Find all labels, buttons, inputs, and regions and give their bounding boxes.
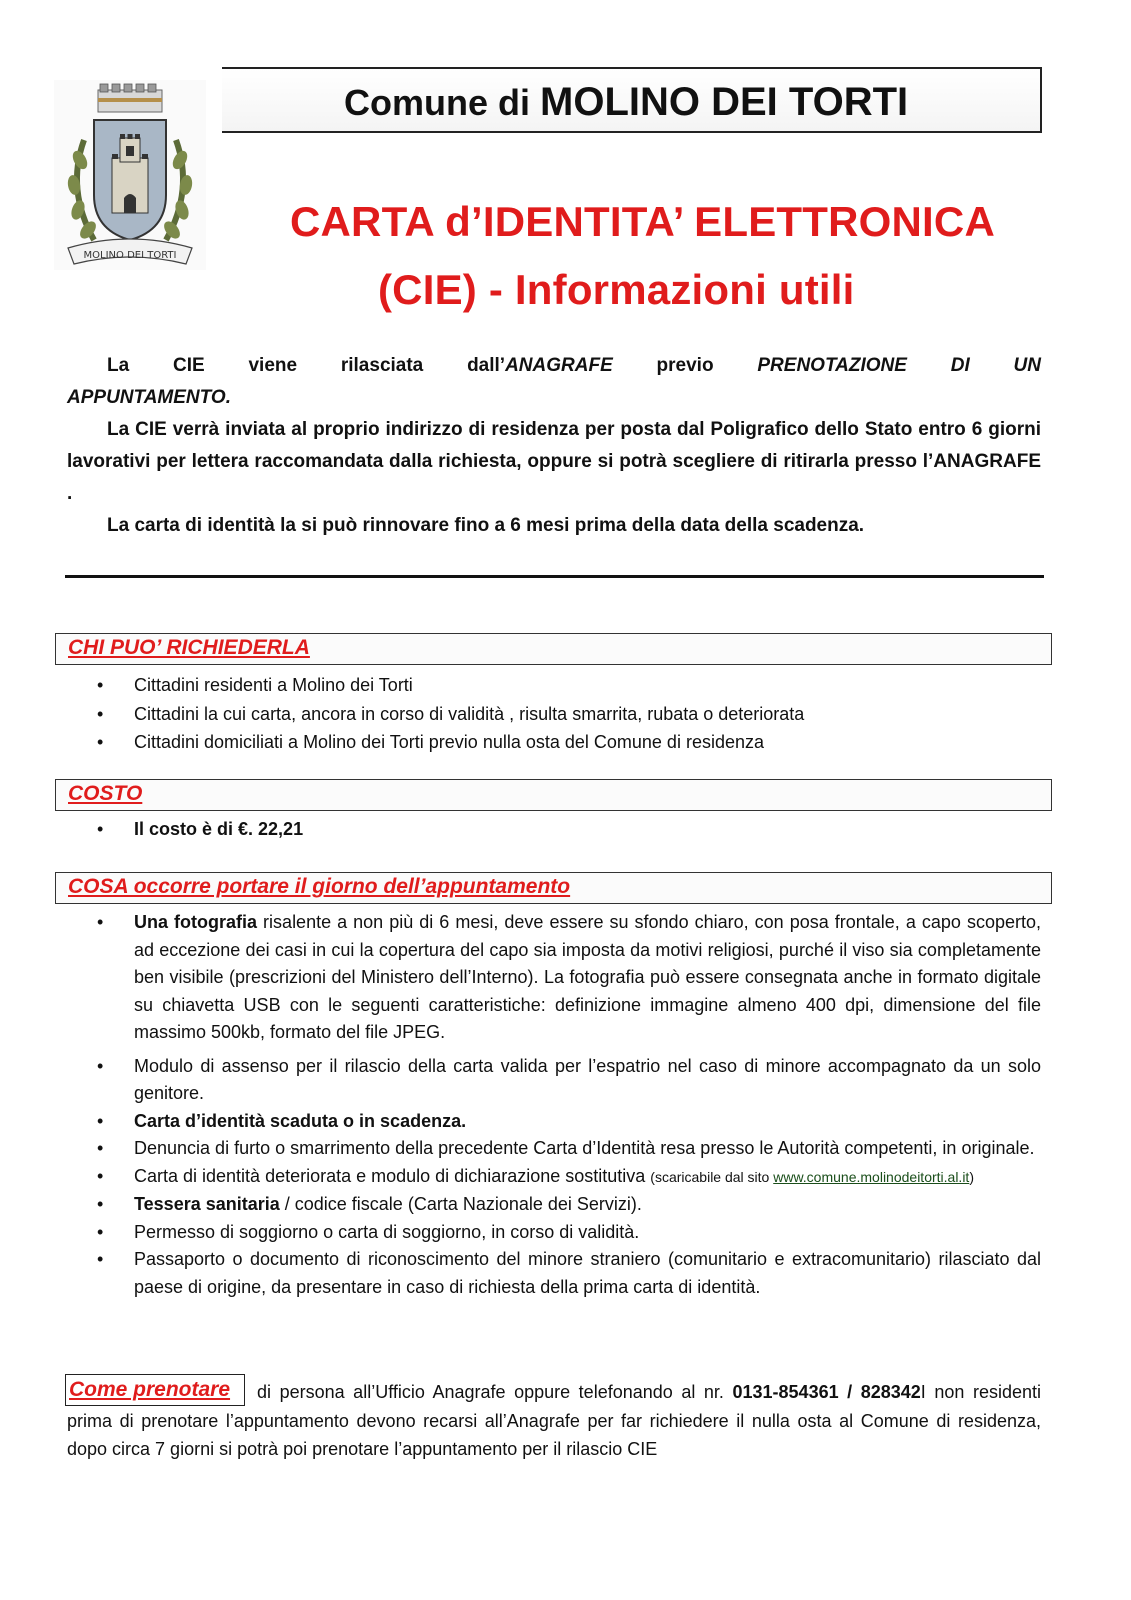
document-title-line2: (CIE) - Informazioni utili [378,266,855,313]
section-title-who: CHI PUO’ RICHIEDERLA [68,636,310,659]
document-title-line1: CARTA d’IDENTITA’ ELETTRONICA [290,198,995,245]
list-item-passport: • Passaporto o documento di riconoscimento del minore straniero (comunitario e extracomunitario) rilasciato dal paese di origine, da presentare in caso di richiesta della prima carta di identità. [67,1246,1041,1301]
who-list [67,671,1041,757]
list-item-health-card: • Tessera sanitaria / codice fiscale (Carta Nazionale dei Servizi). [67,1191,1041,1219]
header-town: MOLINO DEI TORTI [540,80,909,124]
section-header-documents [55,872,1052,904]
list-item-photo: • Una fotografia risalente a non più di 6 mesi, deve essere su sfondo chiaro, con posa frontale, a capo scoperto, ad eccezione dei casi in cui la copertura del capo sia imposta da motivi religiosi, purché il viso sia completamente ben visibile (prescrizioni del Ministero dell’Interno). La fotografia può essere consegnata anche in formato digitale su chiavetta USB con le seguenti caratteristiche: definizione immagine almeno 400 dpi, dimensione del file massimo 500kb, formato del file JPEG. [67,909,1041,1047]
section-divider [65,575,1044,578]
header-prefix: Comune di [344,82,530,123]
list-item: • Il costo è di €. 22,21 [67,816,1041,844]
section-title-cost: COSTO [68,782,143,805]
list-item-permit: • Permesso di soggiorno o carta di soggiorno, in corso di validità. [67,1219,1041,1247]
list-item-consent: • Modulo di assenso per il rilascio della carta valida per l’espatrio nel caso di minore accompagnato da un solo genitore. [67,1053,1041,1108]
list-item: • Cittadini domiciliati a Molino dei Torti previo nulla osta del Comune di residenza [67,728,1041,757]
list-item-damaged: • Carta di identità deteriorata e modulo di dichiarazione sostitutiva (scaricabile dal sito www.comune.molinodeitorti.al.it) [67,1163,1041,1192]
site-link[interactable]: www.comune.molinodeitorti.al.it [773,1168,970,1185]
list-item: • Cittadini residenti a Molino dei Torti [67,671,1041,700]
list-item-expired: • Carta d’identità scaduta o in scadenza. [67,1108,1041,1136]
section-title-documents: COSA occorre portare il giorno dell’appuntamento [68,875,571,898]
documents-list [67,909,1041,1301]
crest-icon [54,80,206,270]
section-header-who [55,633,1052,665]
intro-paragraph-1: La CIE viene rilasciata dall’ANAGRAFE previo PRENOTAZIONE DI UN APPUNTAMENTO. [67,355,1041,408]
booking-paragraph: di persona all’Ufficio Anagrafe oppure telefonando al nr. 0131-854361 / 828342I non residenti prima di prenotare l’appuntamento devono recarsi all’Anagrafe per far richiedere il nulla osta al Comune di residenza, dopo circa 7 giorni si potrà poi prenotare l’appuntamento per il rilascio CIE [67,1382,1041,1459]
crest-banner-text: MOLINO DEI TORTI [83,250,177,261]
booking-label: Come prenotare [65,1374,245,1406]
list-item: • Cittadini la cui carta, ancora in corso di validità , risulta smarrita, rubata o deteriorata [67,700,1041,729]
header-title [222,67,1042,133]
intro-paragraph-2: La CIE verrà inviata al proprio indirizzo di residenza per posta dal Poligrafico dello Stato entro 6 giorni lavorativi per lettera raccomandata dalla richiesta, oppure si potrà scegliere di ritirarla presso l’ANAGRAFE . [67,419,1041,504]
municipal-crest [54,80,206,270]
cost-list [67,816,1041,844]
intro-paragraph-3: La carta di identità la si può rinnovare fino a 6 mesi prima della data della scadenza. [107,515,865,536]
list-item-theft: • Denuncia di furto o smarrimento della precedente Carta d’Identità resa presso le Autorità competenti, in originale. [67,1135,1041,1163]
section-header-cost [55,779,1052,811]
phone-number: 0131-854361 / 828342 [732,1382,921,1402]
